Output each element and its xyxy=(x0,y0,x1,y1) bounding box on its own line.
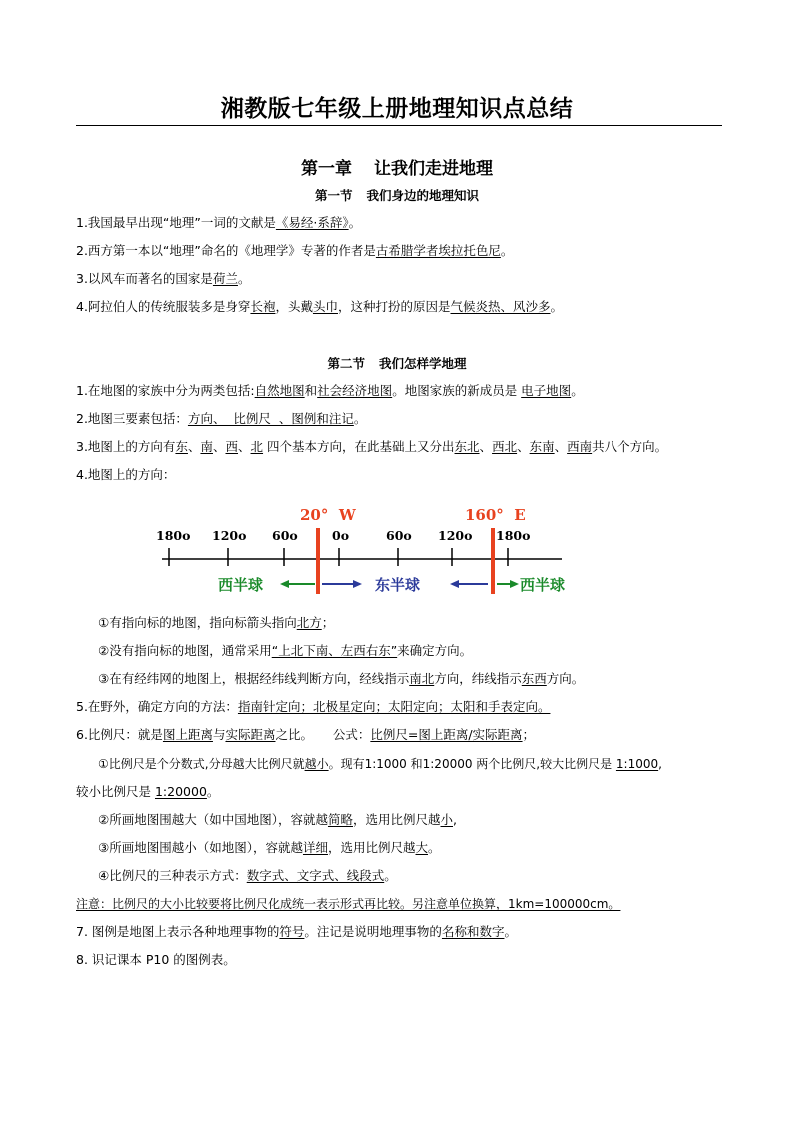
answer: 古希腊学者埃拉托色尼 xyxy=(375,243,501,258)
s2-line-7: 7. 图例是地图上表示各种地理事物的符号。注记是说明地理事物的名称和数字。 xyxy=(76,924,517,939)
meridian-20w xyxy=(316,528,320,594)
s2-line-2: 2.地图三要素包括：方向、 比例尺 、图例和注记。 xyxy=(76,411,367,426)
hemisphere-diagram xyxy=(150,500,570,600)
meridian-160e xyxy=(491,528,495,594)
s1-item-4: 4.阿拉伯人的传统服装多是身穿长袍，头戴头巾，这种打扮的原因是气候炎热、风沙多。 xyxy=(76,299,564,314)
s2-line-6: 6.比例尺：就是图上距离与实际距离之比。 公式：比例尺=图上距离/实际距离； xyxy=(76,727,536,742)
tick-label: 60o xyxy=(272,528,298,543)
s1-item-3: 3.以风车而著名的国家是荷兰。 xyxy=(76,271,251,286)
section-2-number: 第二节 xyxy=(327,356,365,371)
s2-compass-3: ③在有经纬网的地图上，根据经纬线判断方向，经线指示南北方向，纬线指示东西方向。 xyxy=(98,671,585,686)
arrow-right-green xyxy=(497,580,519,588)
s2-note: 注意：比例尺的大小比较要将比例尺化成统一表示形式再比较。另注意单位换算，1km=100000cm。 xyxy=(76,897,621,911)
s2-line-5: 5.在野外，确定方向的方法：指南针定向；北极星定向；太阳定向；太阳和手表定向。 xyxy=(76,699,551,714)
section-1-name: 我们身边的地理知识 xyxy=(366,188,480,203)
tick-label: 120o xyxy=(438,528,473,543)
s1-item-1: 1.我国最早出现“地理”一词的文献是《易经·系辞》。 xyxy=(76,215,362,230)
tick-label: 0o xyxy=(332,528,350,543)
tick-label: 120o xyxy=(212,528,247,543)
document-title: 湘教版七年级上册地理知识点总结 xyxy=(220,96,574,122)
chapter-number: 第一章 xyxy=(301,159,352,179)
s2-line-3: 3.地图上的方向有东、南、西、北 四个基本方向，在此基础上又分出东北、西北、东南、西南共八个方向。 xyxy=(76,439,668,454)
tick-label: 60o xyxy=(386,528,412,543)
section-1-heading xyxy=(0,186,794,204)
hemisphere-svg xyxy=(150,500,570,600)
section-1-number: 第一节 xyxy=(314,188,353,203)
s2-compass-1: ①有指向标的地图，指向标箭头指向北方； xyxy=(98,615,335,630)
west-hemisphere-label-right: 西半球 xyxy=(520,576,566,594)
tick-label: 180o xyxy=(156,528,191,543)
east-hemisphere-label: 东半球 xyxy=(375,576,421,594)
answer: 头巾 xyxy=(312,299,338,314)
chapter-name: 让我们走进地理 xyxy=(374,159,493,179)
answer: 气候炎热、风沙多 xyxy=(450,299,551,314)
s2-line-4: 4.地图上的方向： xyxy=(76,467,176,482)
title-underline xyxy=(76,125,722,126)
answer: 《易经·系辞》 xyxy=(275,215,349,230)
section-2-name: 我们怎样学地理 xyxy=(379,356,467,371)
answer: 长袍 xyxy=(250,299,276,314)
s2-scale-2: ②所画地图围越大（如中国地图），容就越简略，选用比例尺越小, xyxy=(98,812,457,827)
s2-compass-2: ②没有指向标的地图，通常采用“上北下南、左西右东”来确定方向。 xyxy=(98,643,473,658)
red-label-right: 160° E xyxy=(465,506,526,524)
s2-scale-4: ④比例尺的三种表示方式：数字式、文字式、线段式。 xyxy=(98,868,397,883)
arrow-left-green xyxy=(280,580,315,588)
arrow-right-blue xyxy=(322,580,362,588)
s2-line-1: 1.在地图的家族中分为两类包括:自然地图和社会经济地图。地图家族的新成员是 电子地图。 xyxy=(76,383,584,398)
s2-scale-1a: ①比例尺是个分数式,分母越大比例尺就越小。现有1:1000 和1:20000 两个比例尺,较大比例尺是 1:1000, xyxy=(98,757,662,771)
chapter-heading xyxy=(0,154,794,179)
s2-scale-3: ③所画地图围越小（如地图），容就越详细，选用比例尺越大。 xyxy=(98,840,441,855)
s2-scale-1b: 较小比例尺是 1:20000。 xyxy=(76,784,220,799)
tick-label: 180o xyxy=(496,528,531,543)
answer: 荷兰 xyxy=(212,271,238,286)
section-2-heading xyxy=(0,354,794,372)
s1-item-2: 2.西方第一本以“地理”命名的《地理学》专著的作者是古希腊学者埃拉托色尼。 xyxy=(76,243,514,258)
arrow-left-blue xyxy=(450,580,488,588)
s2-line-8: 8. 识记课本 P10 的图例表。 xyxy=(76,952,236,967)
red-label-left: 20° W xyxy=(300,506,356,524)
west-hemisphere-label-left: 西半球 xyxy=(218,576,264,594)
